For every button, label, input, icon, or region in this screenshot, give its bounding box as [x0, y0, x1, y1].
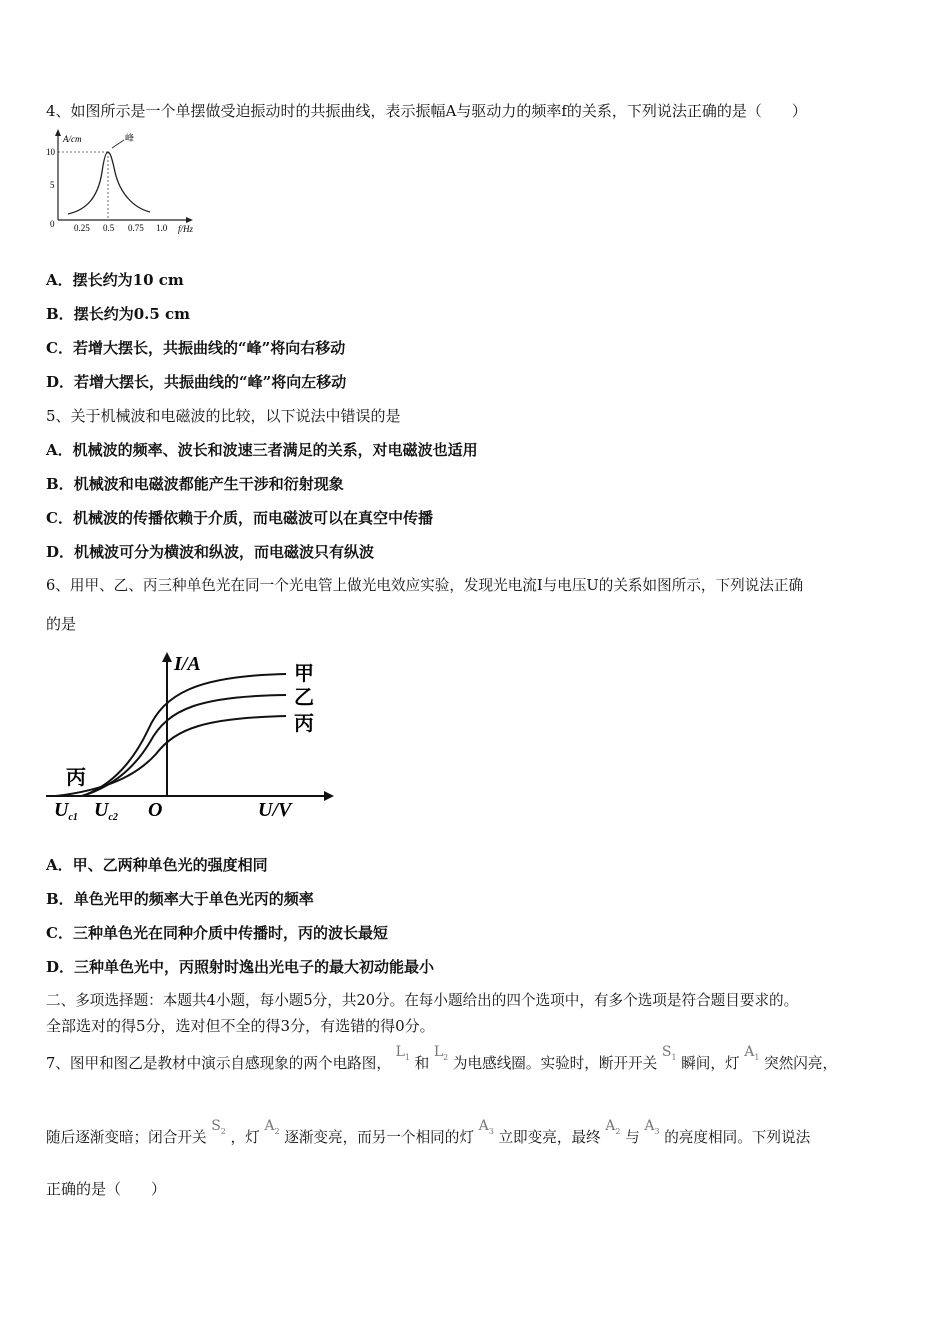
curve-label-bing: 丙 — [294, 713, 314, 735]
q6-option-d: D．三种单色光中，丙照射时逸出光电子的最大初动能最小 — [46, 958, 435, 976]
symbol-s1: $S_1$ — [661, 1044, 677, 1062]
curve-yi — [82, 695, 286, 796]
q5-option-a: A．机械波的频率、波长和波速三者满足的关系，对电磁波也适用 — [46, 441, 478, 459]
q7-line2: 随后逐渐变暗；闭合开关 $S_2$ ，灯 $A_2$ 逐渐变亮，而另一个相同的灯 $A_3$ 立即变亮，最终 $A_2$ 与 $A_3$ 的亮度相同。下列说法 — [46, 1118, 811, 1146]
q6-option-c: C．三种单色光在同种介质中传播时，丙的波长最短 — [46, 924, 388, 942]
q7-line1: 7、图甲和图乙是教材中演示自感现象的两个电路图， $L_1$ 和 $L_2$ 为电感线圈。实验时，断开开关 $S_1$ 瞬间，灯 $A_1$ 突然闪亮， — [46, 1044, 838, 1072]
photocurrent-figure — [46, 648, 336, 828]
section2-line1: 二、多项选择题：本题共4小题，每小题5分，共20分。在每小题给出的四个选项中，有多个选项是符合题目要求的。 — [46, 992, 799, 1009]
resonance-curve-figure — [46, 128, 206, 238]
symbol-s2: $S_2$ — [211, 1118, 226, 1136]
left-label-bing: 丙 — [66, 767, 86, 789]
q5-option-d: D．机械波可分为横波和纵波，而电磁波只有纵波 — [46, 543, 375, 561]
y-tick-0: 0 — [50, 219, 55, 229]
u-axis-label: U/V — [258, 799, 292, 821]
symbol-a3: $A_3$ — [478, 1118, 494, 1136]
q4-option-a: A．摆长约为10 cm — [46, 271, 184, 289]
q7-line3: 正确的是（ ） — [46, 1180, 167, 1198]
x-tick-0.25: 0.25 — [74, 223, 90, 233]
y-tick-10: 10 — [46, 147, 55, 157]
q4-option-b: B．摆长约为0.5 cm — [46, 305, 191, 323]
symbol-a2: $A_2$ — [264, 1118, 280, 1136]
q4-option-d: D．若增大摆长，共振曲线的“峰”将向左移动 — [46, 373, 347, 391]
q6-stem-line2: 的是 — [46, 615, 77, 633]
i-axis-label: I/A — [174, 653, 201, 675]
q5-stem: 5、关于机械波和电磁波的比较，以下说法中错误的是 — [46, 407, 401, 425]
y-axis-label: A/cm — [63, 134, 82, 144]
symbol-a2b: $A_2$ — [605, 1118, 621, 1136]
q4-option-c: C．若增大摆长，共振曲线的“峰”将向右移动 — [46, 339, 346, 357]
symbol-l1: $L_1$ — [395, 1044, 410, 1062]
curve-label-yi: 乙 — [294, 687, 314, 709]
curve-bing — [56, 716, 286, 796]
curve-label-jia: 甲 — [294, 663, 314, 685]
uc1-label: $U_{c1}$ — [54, 799, 78, 823]
peak-label: 峰 — [125, 133, 135, 143]
section2-line2: 全部选对的得5分，选对但不全的得3分，有选错的得0分。 — [46, 1017, 435, 1035]
q6-option-a: A．甲、乙两种单色光的强度相同 — [46, 856, 268, 874]
y-tick-5: 5 — [50, 180, 55, 190]
q4-stem: 4、如图所示是一个单摆做受迫振动时的共振曲线，表示振幅A与驱动力的频率f的关系，下列说法正确的是（ ） — [46, 102, 807, 120]
symbol-l2: $L_2$ — [433, 1044, 449, 1062]
uc2-label: $U_{c2}$ — [94, 799, 118, 823]
origin-label: O — [148, 799, 163, 821]
q5-option-c: C．机械波的传播依赖于介质，而电磁波可以在真空中传播 — [46, 509, 433, 527]
x-tick-1.0: 1.0 — [156, 223, 168, 233]
symbol-a1: $A_1$ — [744, 1044, 760, 1062]
q6-stem-line1: 6、用甲、乙、丙三种单色光在同一个光电管上做光电效应实验，发现光电流I与电压U的关系如图所示，下列说法正确 — [46, 577, 804, 594]
x-tick-0.5: 0.5 — [103, 223, 115, 233]
x-axis-label: f/Hz — [178, 224, 194, 234]
symbol-a3b: $A_3$ — [644, 1118, 660, 1136]
q5-option-b: B．机械波和电磁波都能产生干涉和衍射现象 — [46, 475, 344, 493]
q6-option-b: B．单色光甲的频率大于单色光丙的频率 — [46, 890, 314, 908]
x-tick-0.75: 0.75 — [128, 223, 144, 233]
curve-jia — [82, 674, 286, 796]
